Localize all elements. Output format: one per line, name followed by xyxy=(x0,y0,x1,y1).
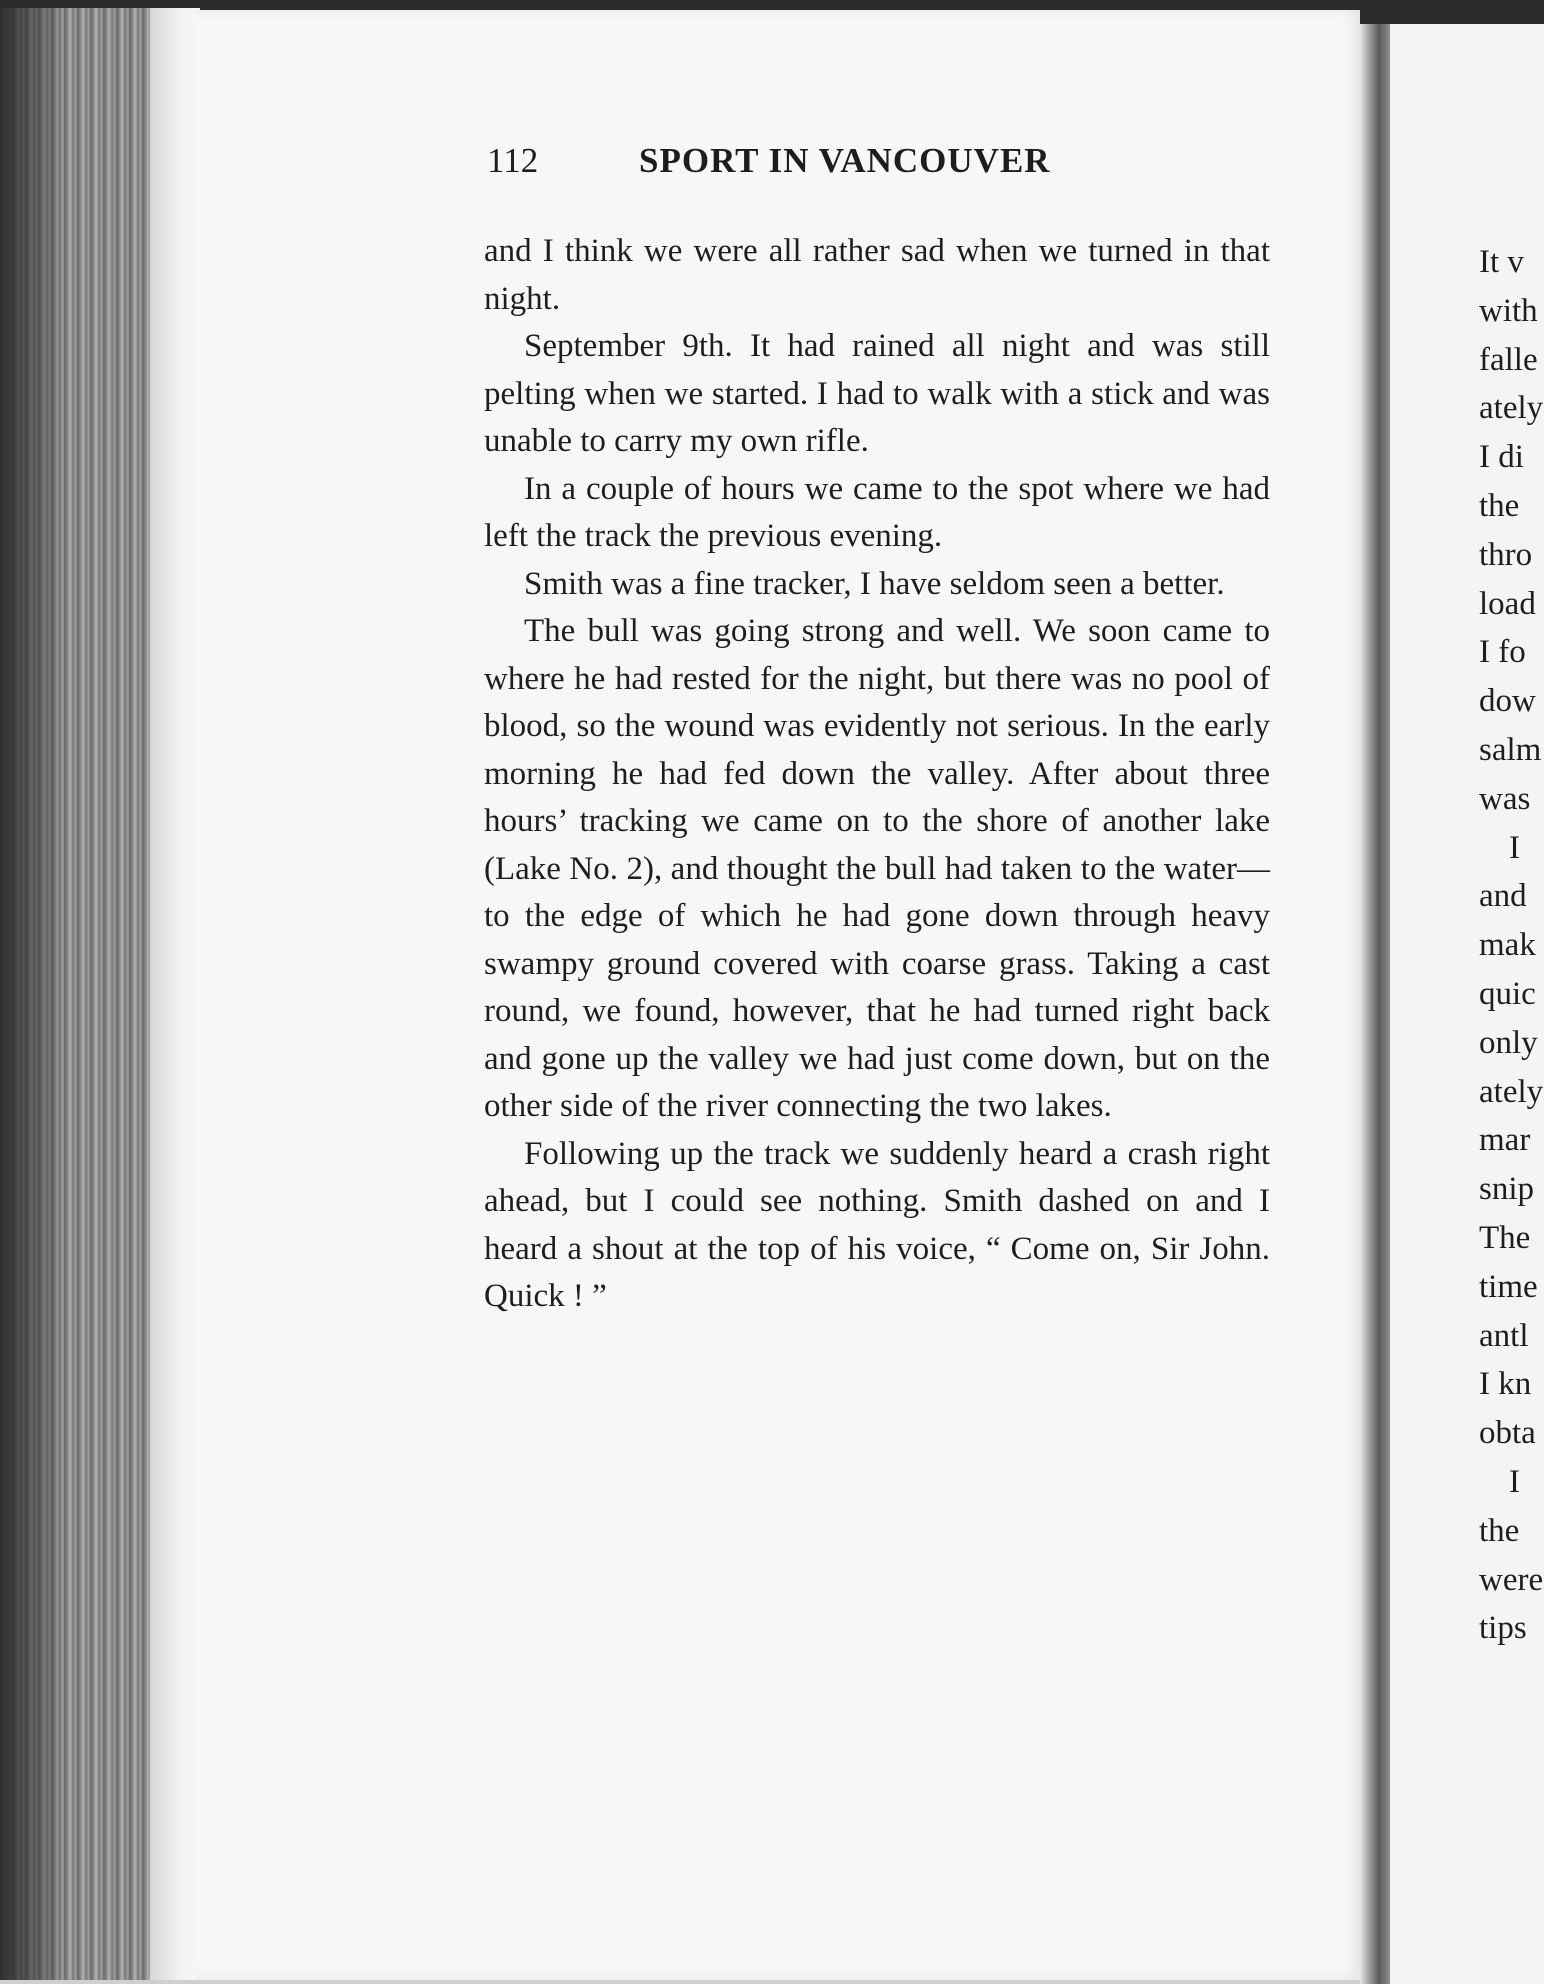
facing-page-fragment: antl xyxy=(1479,1317,1529,1354)
facing-page-fragment: mar xyxy=(1479,1122,1531,1159)
facing-page-fragment: thro xyxy=(1479,536,1533,573)
facing-page-fragment: the xyxy=(1479,1512,1520,1549)
binding-shadow xyxy=(1360,20,1392,1984)
body-text xyxy=(484,228,1270,1321)
facing-page-fragment: dow xyxy=(1479,683,1536,720)
facing-page-fragment: tips xyxy=(1479,1610,1527,1647)
facing-page-fragment: with xyxy=(1479,292,1538,329)
facing-page-fragment: snip xyxy=(1479,1171,1535,1208)
facing-page-fragment: time xyxy=(1479,1268,1538,1305)
facing-page-fragment: quic xyxy=(1479,975,1536,1012)
paragraph-1: and I think we were all rather sad when we turned in that night. xyxy=(484,233,1270,317)
page-number: 112 xyxy=(487,141,539,180)
facing-page-fragment: I xyxy=(1509,829,1520,866)
paragraph-6: Following up the track we suddenly heard a crash right ahead, but I could see nothing. Smith dashed on and I heard a shout at the top of his voice, “ Come on, Sir John. Quick ! ” xyxy=(484,1135,1270,1314)
scan-top-edge-right xyxy=(1360,0,1544,24)
facing-page-fragment: I kn xyxy=(1479,1366,1532,1403)
facing-page-fragment: were xyxy=(1479,1561,1544,1598)
facing-page-fragment: the xyxy=(1479,487,1520,524)
paragraph-4: Smith was a fine tracker, I have seldom seen a better. xyxy=(524,565,1225,602)
facing-page-fragment: It v xyxy=(1479,244,1524,280)
paragraph-3: In a couple of hours we came to the spot where we had left the track the previous evening. xyxy=(484,470,1270,554)
facing-page-fragment: The xyxy=(1479,1219,1531,1256)
facing-page-fragment: and xyxy=(1479,878,1527,915)
facing-page-fragment: ately xyxy=(1479,390,1544,427)
facing-page-fragment: ately xyxy=(1479,1073,1544,1110)
page-edge-highlight xyxy=(150,8,200,1980)
facing-page-fragment: I xyxy=(1509,1463,1520,1500)
facing-page-fragment: only xyxy=(1479,1024,1538,1061)
facing-page-fragment: load xyxy=(1479,585,1536,622)
paragraph-2: September 9th. It had rained all night and was still pelting when we started. I had to walk with a stick and was unable to carry my own rifle. xyxy=(484,328,1270,459)
facing-page-fragment: I fo xyxy=(1479,634,1526,671)
running-head xyxy=(487,141,1147,187)
facing-page-fragment: salm xyxy=(1479,731,1542,768)
facing-page-fragment: mak xyxy=(1479,927,1536,964)
facing-page-text xyxy=(1479,238,1544,1653)
facing-page-fragment: obta xyxy=(1479,1415,1536,1452)
page-stack-shadow xyxy=(0,8,60,1980)
facing-page-fragment: was xyxy=(1479,780,1531,817)
running-title: SPORT IN VANCOUVER xyxy=(639,141,1051,180)
paragraph-5: The bull was going strong and well. We soon came to where he had rested for the night, but there was no pool of blood, so the wound was evidently not serious. In the early morning he had fed down the valley. After about three hours’ tracking we came on to the shore of another lake (Lake No. 2), and thought the bull had taken to the water—to the edge of which he had gone down through heavy swampy ground covered with coarse grass. Taking a cast round, we found, however, that he had turned right back and gone up the valley we had just come down, but on the other side of the river connecting the two lakes. xyxy=(484,613,1270,1124)
facing-page-fragment: falle xyxy=(1479,341,1538,378)
facing-page-fragment: I di xyxy=(1479,439,1524,476)
